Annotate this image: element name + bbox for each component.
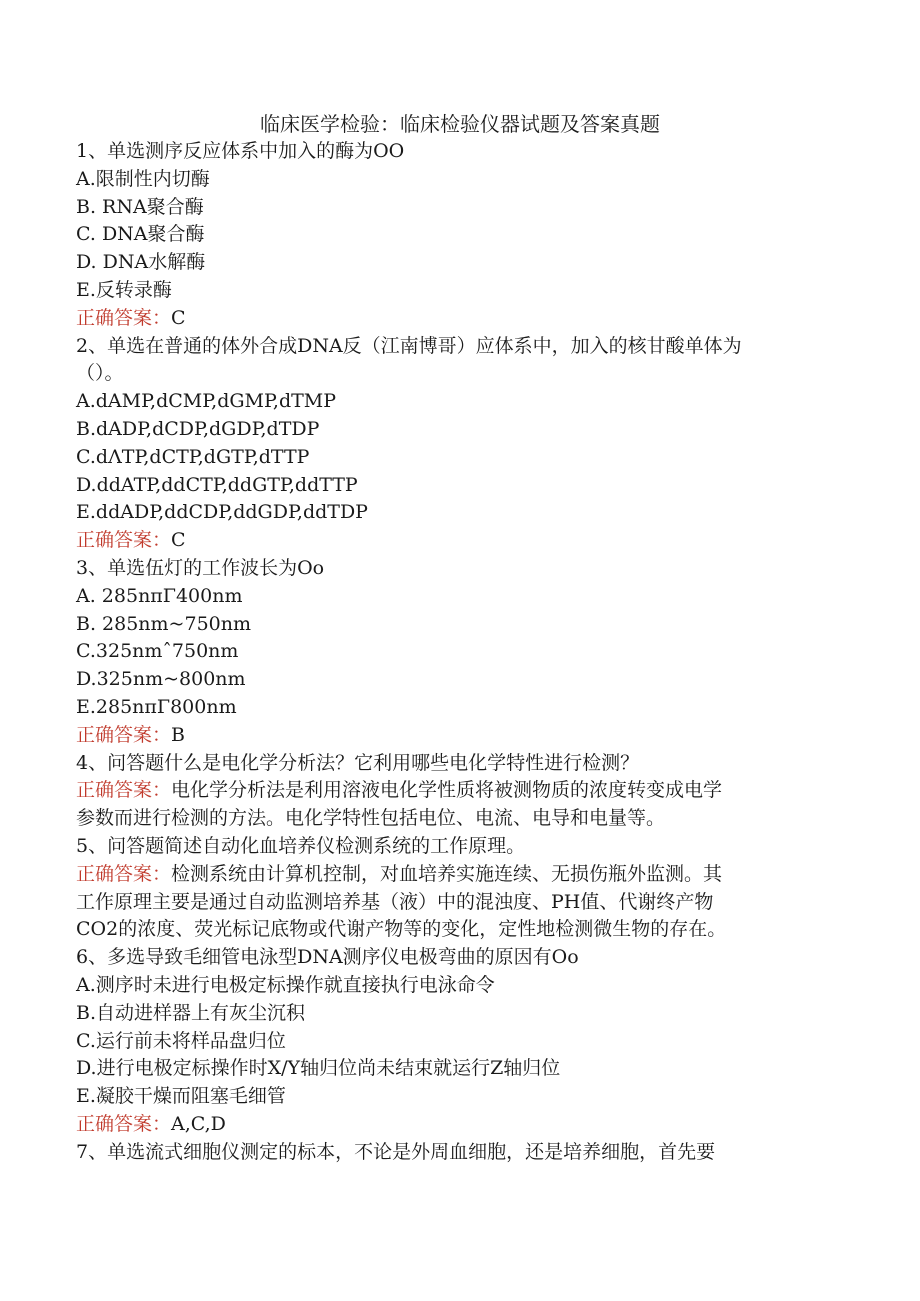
option: B.dADP,dCDP,dGDP,dTDP xyxy=(76,417,320,440)
option: D.进行电极定标操作时X/Y轴归位尚未结束就运行Z轴归位 xyxy=(76,1057,561,1080)
answer-text: 检测系统由计算机控制，对血培养实施连续、无损伤瓶外监测。其 xyxy=(171,862,723,885)
answer-line xyxy=(76,527,836,555)
option: D.ddATP,ddCTP,ddGTP,ddTTP xyxy=(76,473,358,496)
question-stem: 5、问答题简述自动化血培养仪检测系统的工作原理。 xyxy=(76,834,526,857)
option: C.dΛTP,dCTP,dGTP,dTTP xyxy=(76,445,310,468)
option: D.325nm~800nm xyxy=(76,668,246,691)
option: D. DNA水解酶 xyxy=(76,251,206,274)
answer-label: 正确答案： xyxy=(76,529,172,552)
option: E.ddADP,ddCDP,ddGDP,ddTDP xyxy=(76,501,368,524)
option: B. RNA聚合酶 xyxy=(76,195,204,218)
question-stem: 1、单选测序反应体系中加入的酶为OO xyxy=(76,140,405,162)
question-list xyxy=(76,138,836,1166)
question-stem: 2、单选在普通的体外合成DNA反（江南博哥）应体系中，加入的核甘酸单体为 xyxy=(76,334,742,357)
question-stem: 4、问答题什么是电化学分析法？它利用哪些电化学特性进行检测？ xyxy=(76,751,640,774)
answer-line xyxy=(76,722,836,750)
answer-value: C xyxy=(171,306,186,329)
option: A.dAMP,dCMP,dGMP,dTMP xyxy=(76,390,337,413)
option: A.限制性内切酶 xyxy=(76,167,210,190)
option: C.325nmˆ750nm xyxy=(76,640,239,663)
document-title: 临床医学检验：临床检验仪器试题及答案真题 xyxy=(260,112,660,136)
question-stem: 7、单选流式细胞仪测定的标本，不论是外周血细胞，还是培养细胞，首先要 xyxy=(76,1140,716,1163)
question-stem: 6、多选导致毛细管电泳型DNA测序仪电极弯曲的原因有Oo xyxy=(76,946,579,969)
question-stem: 3、单选伍灯的工作波长为Oo xyxy=(76,556,325,579)
option: C. DNA聚合酶 xyxy=(76,223,205,246)
answer-text-continued: 参数而进行检测的方法。电化学特性包括电位、电流、电导和电量等。 xyxy=(76,807,666,830)
option: E.反转录酶 xyxy=(76,278,172,301)
answer-value: B xyxy=(171,723,185,746)
question-stem-continued: （）。 xyxy=(76,362,124,385)
answer-value: C xyxy=(171,529,186,552)
option: E.285nπΓ800nm xyxy=(76,695,237,718)
answer-text-continued: CO2的浓度、荧光标记底物或代谢产物等的变化，定性地检测微生物的存在。 xyxy=(76,918,727,941)
option: B. 285nm~750nm xyxy=(76,612,251,635)
option: E.凝胶干燥而阻塞毛细管 xyxy=(76,1085,286,1108)
answer-label: 正确答案： xyxy=(76,779,172,802)
answer-value: A,C,D xyxy=(171,1112,226,1135)
answer-label: 正确答案： xyxy=(76,306,172,329)
option: A. 285nπΓ400nm xyxy=(76,584,243,607)
answer-line xyxy=(76,777,836,805)
answer-line xyxy=(76,861,836,889)
option: C.运行前未将样品盘归位 xyxy=(76,1029,286,1052)
answer-line xyxy=(76,305,836,333)
option: A.测序时未进行电极定标操作就直接执行电泳命令 xyxy=(76,973,495,996)
answer-text-continued: 工作原理主要是通过自动监测培养基（液）中的混浊度、PH值、代谢终产物 xyxy=(76,890,714,913)
answer-text: 电化学分析法是利用溶液电化学性质将被测物质的浓度转变成电学 xyxy=(171,779,723,802)
option: B.自动进样器上有灰尘沉积 xyxy=(76,1001,306,1024)
answer-label: 正确答案： xyxy=(76,1112,172,1135)
answer-label: 正确答案： xyxy=(76,862,172,885)
answer-label: 正确答案： xyxy=(76,723,172,746)
answer-line xyxy=(76,1111,836,1139)
